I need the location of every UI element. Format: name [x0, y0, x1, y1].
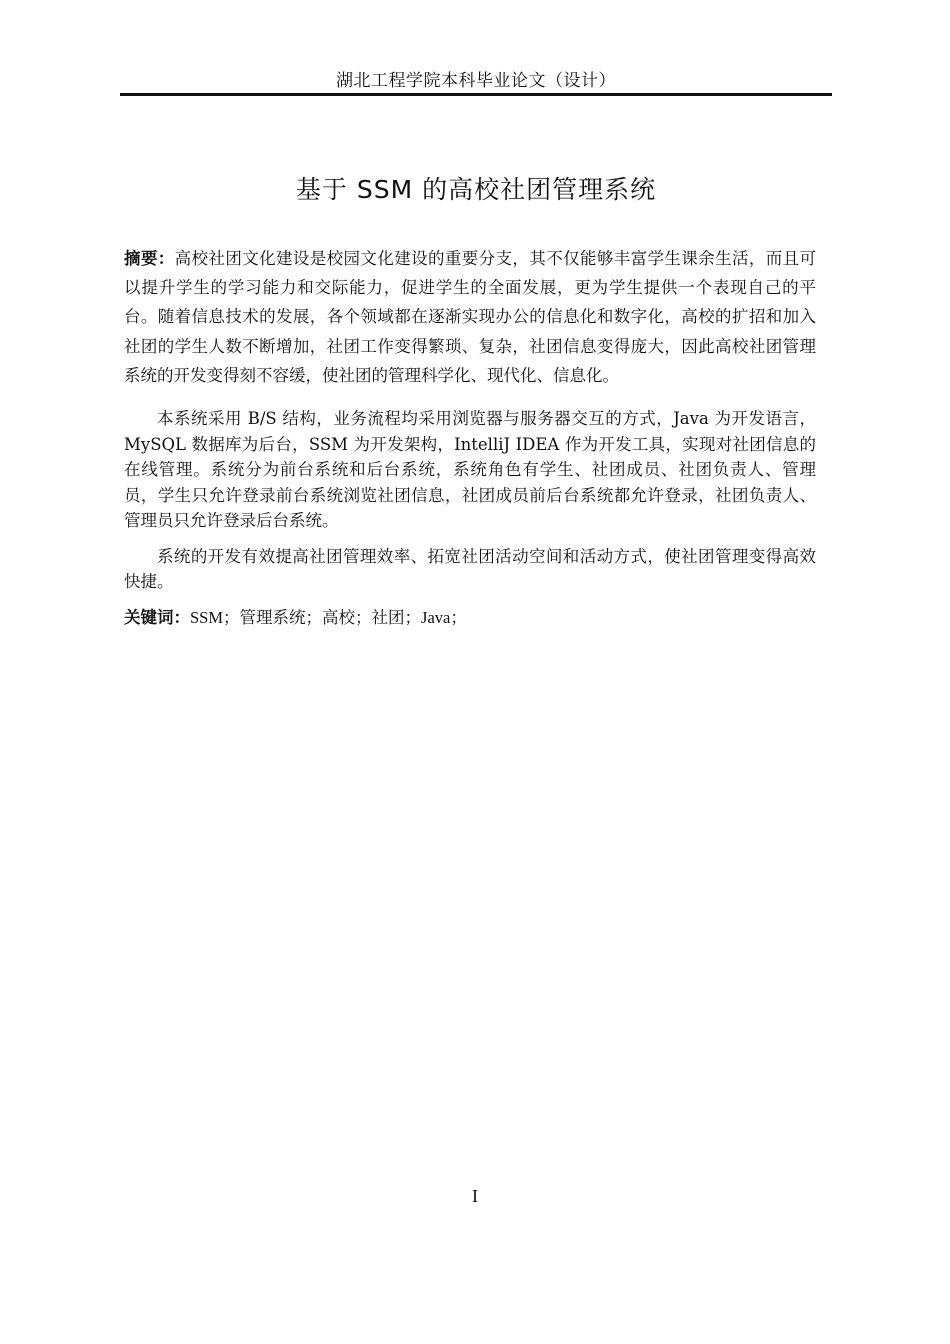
keywords-label: 关键词： — [124, 607, 190, 627]
abstract-text: 高校社团文化建设是校园文化建设的重要分支，其不仅能够丰富学生课余生活，而且可以提升学生的学习能力和交际能力，促进学生的全面发展，更为学生提供一个表现自己的平台。随着信息技术的发展，各个领域都在逐渐实现办公的信息化和数字化，高校的扩招和加入社团的学生人数不断增加，社团工作变得繁琐、复杂，社团信息变得庞大，因此高校社团管理系统的开发变得刻不容缓，使社团的管理科学化、现代化、信息化。 — [124, 249, 817, 385]
body-paragraph: 系统的开发有效提高社团管理效率、拓宽社团活动空间和活动方式，使社团管理变得高效快捷。 — [124, 546, 816, 592]
abstract-section — [124, 244, 816, 631]
keywords-line — [124, 605, 816, 631]
body-paragraph: 本系统采用 B/S 结构，业务流程均采用浏览器与服务器交互的方式，Java 为开发语言，MySQL 数据库为后台，SSM 为开发架构，IntelliJ IDEA 作为开发工具，实现对社团信息的在线管理。系统分为前台系统和后台系统，系统角色有学生、社团成员、社团负责人、管理员，学生只允许登录前台系统浏览社团信息，社团成员前后台系统都允许登录，社团负责人、管理员只允许登录后台系统。 — [124, 409, 816, 531]
running-header: 湖北工程学院本科毕业论文（设计） — [336, 71, 616, 91]
page-number: I — [472, 1186, 478, 1206]
keywords-text: SSM；管理系统；高校；社团；Java； — [190, 607, 467, 627]
header-rule — [120, 93, 832, 96]
abstract-paragraph — [124, 244, 816, 390]
abstract-label: 摘要： — [124, 249, 175, 268]
paper-title: 基于 SSM 的高校社团管理系统 — [295, 175, 657, 204]
